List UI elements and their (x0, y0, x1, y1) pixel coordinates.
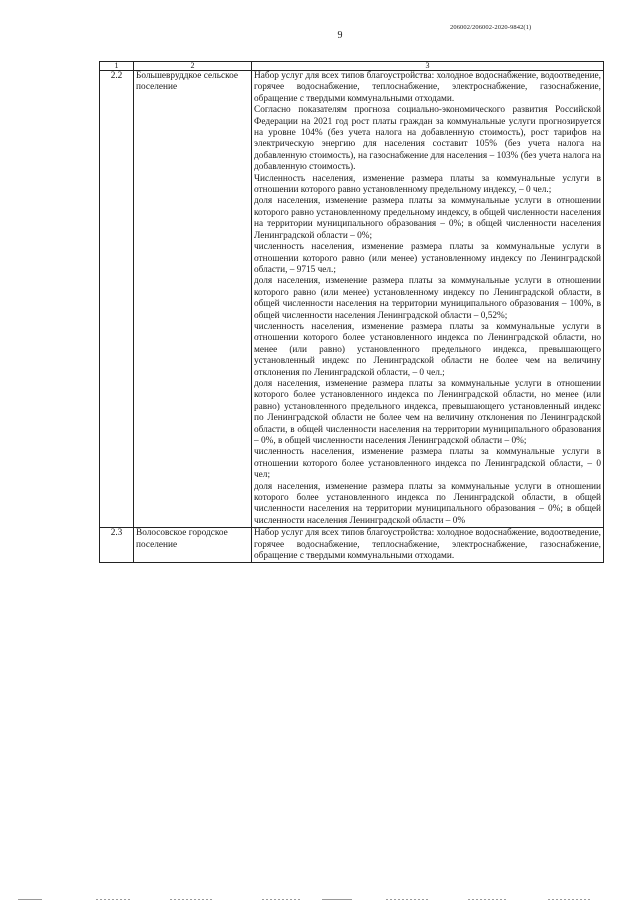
header-cell: 2 (134, 62, 252, 71)
table-row (100, 528, 604, 563)
paragraph: доля населения, изменение размера платы за коммунальные услуги в отношении которого равно установленному предельному индексу, в общей численности населения на территории муниципального образования – 0%; в общей численности населения Ленинградской области – 0%; (254, 196, 601, 241)
paragraph: Численность населения, изменение размера платы за коммунальные услуги в отношении которого равно установленному предельному индексу, – 0 чел.; (254, 173, 601, 196)
paragraph: доля населения, изменение размера платы за коммунальные услуги в отношении которого более установленного индекса по Ленинградской области, в общей численности населения на территории муниципального образования – 0%; в общей численности населения Ленинградской области – 0% (254, 481, 601, 526)
settlement-name: Волосовское городское поселение (134, 528, 252, 563)
scan-mark (468, 899, 508, 900)
paragraph: численность населения, изменение размера платы за коммунальные услуги в отношении которого более установленного индекса по Ленинградской области, но менее (или равно) установленного предельного индекса, превышающего установленный индекс по Ленинградской области не более чем на величину отклонения по Ленинградской области, – 0 чел.; (254, 321, 601, 378)
table-header-row (100, 62, 604, 71)
page-number: 9 (337, 30, 343, 41)
paragraph: доля населения, изменение размера платы за коммунальные услуги в отношении которого равно (или менее) установленному индексу по Ленинградской области, в общей численности населения на территории муниципального образования – 100%, в общей численности населения Ленинградской области – 0,52%; (254, 276, 601, 321)
paragraph: доля населения, изменение размера платы за коммунальные услуги в отношении которого более установленного индекса по Ленинградской области, но менее (или равно) установленного предельного индекса, превышающего установленный индекс по Ленинградской области не более чем на величину отклонения по Ленинградской области, в общей численности населения на территории муниципального образования – 0%, в общей численности населения Ленинградской области – 0%; (254, 378, 601, 446)
scan-mark (548, 899, 592, 900)
row-number: 2.2 (100, 71, 134, 528)
scan-edge-marks (0, 893, 640, 905)
scan-mark (96, 899, 132, 900)
table-row (100, 71, 604, 528)
paragraph: Набор услуг для всех типов благоустройства: холодное водоснабжение, водоотведение, горячее водоснабжение, теплоснабжение, электроснабжение, газоснабжение, обращение с твердыми коммунальными отходами. (254, 71, 601, 104)
header-cell: 1 (100, 62, 134, 71)
scan-mark (18, 899, 42, 900)
header-cell: 3 (252, 62, 604, 71)
scan-mark (262, 899, 302, 900)
document-id: 206002/206002-2020-9842(1) (450, 24, 532, 31)
paragraph: численность населения, изменение размера платы за коммунальные услуги в отношении которого равно (или менее) установленному индексу по Ленинградской области, – 9715 чел.; (254, 242, 601, 275)
scan-mark (322, 899, 352, 900)
scan-mark (386, 899, 430, 900)
description-cell (252, 528, 604, 563)
row-number: 2.3 (100, 528, 134, 563)
settlement-name: Большевруддкое сельское поселение (134, 71, 252, 528)
description-cell (252, 71, 604, 528)
paragraph: Согласно показателям прогноза социально-экономического развития Российской Федерации на 2021 год рост платы граждан за коммунальные услуги прогнозируется на уровне 104% (без учета налога на добавленную стоимость), рост тарифов на электрическую энергию для населения составит 105% (без учета налога на добавленную стоимость), на газоснабжение для населения – 103% (без учета налога на добавленную стоимость). (254, 105, 601, 173)
paragraph: Набор услуг для всех типов благоустройства: холодное водоснабжение, водоотведение, горячее водоснабжение, теплоснабжение, электроснабжение, газоснабжение, обращение с твердыми коммунальными отходами. (254, 528, 601, 562)
utilities-table (99, 61, 604, 563)
paragraph: численность населения, изменение размера платы за коммунальные услуги в отношении которого более установленного индекса по Ленинградской области, – 0 чел; (254, 447, 601, 481)
scan-mark (170, 899, 212, 900)
